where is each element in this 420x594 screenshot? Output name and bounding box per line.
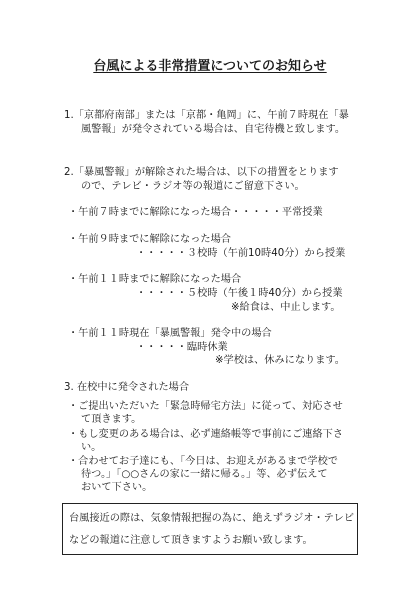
section1-line2: 風警報」が発令されている場合は、自宅待機と致します。	[81, 124, 346, 135]
closing-notice-box	[62, 503, 358, 555]
section3-item3-line3: おいて下さい。	[81, 482, 153, 493]
case-warning-condition: ・午前１１時現在「暴風警報」発令中の場合	[68, 328, 272, 339]
section3-heading: 3. 在校中に発令された場合	[64, 382, 190, 393]
section3-item3-line2: 待つ。」「○○さんの家に一緒に帰る。」等、必ず伝えて	[81, 469, 328, 480]
case-11am-condition: ・午前１１時までに解除になった場合	[68, 274, 242, 285]
closing-notice-line2: などの報道に注意して頂きますようお願い致します。	[69, 535, 313, 546]
section3-item3-line1: ・合わせてお子達にも、「今日は、お迎えがあるまで学校で	[68, 456, 338, 467]
case-11am-action: ・・・・・５校時（午後１時40分）から授業	[136, 288, 343, 299]
closing-notice-line1: 台風接近の際は、気象情報把握の為に、絶えずラジオ・テレビ	[69, 513, 355, 524]
section2-line2: ので、テレビ・ラジオ等の報道にご留意下さい。	[81, 181, 305, 192]
document-title: 台風による非常措置についてのお知らせ	[93, 59, 327, 74]
section2-line1: 2.「暴風警報」が解除された場合は、以下の措置をとります	[64, 167, 339, 178]
case-warning-action: ・・・・・臨時休業	[136, 342, 228, 353]
case-11am-note: ※給食は、中止します。	[231, 302, 341, 313]
case-warning-note: ※学校は、休みになります。	[215, 355, 345, 366]
section3-item2-line2: い。	[81, 442, 102, 453]
section3-item1-line1: ・ご提出いただいた「緊急時帰宅方法」に従って、対応させ	[68, 401, 343, 412]
section3-item1-line2: て頂きます。	[81, 414, 142, 425]
section1-line1: 1.「京都府南部」または「京都・亀岡」に、午前７時現在「暴	[64, 110, 349, 121]
case-7am: ・午前７時までに解除になった場合・・・・・平常授業	[68, 207, 323, 218]
case-9am-action: ・・・・・３校時（午前10時40分）から授業	[136, 248, 346, 259]
case-9am-condition: ・午前９時までに解除になった場合	[68, 234, 231, 245]
section3-item2-line1: ・もし変更のある場合は、必ず連絡帳等で事前にご連絡下さ	[68, 429, 344, 440]
